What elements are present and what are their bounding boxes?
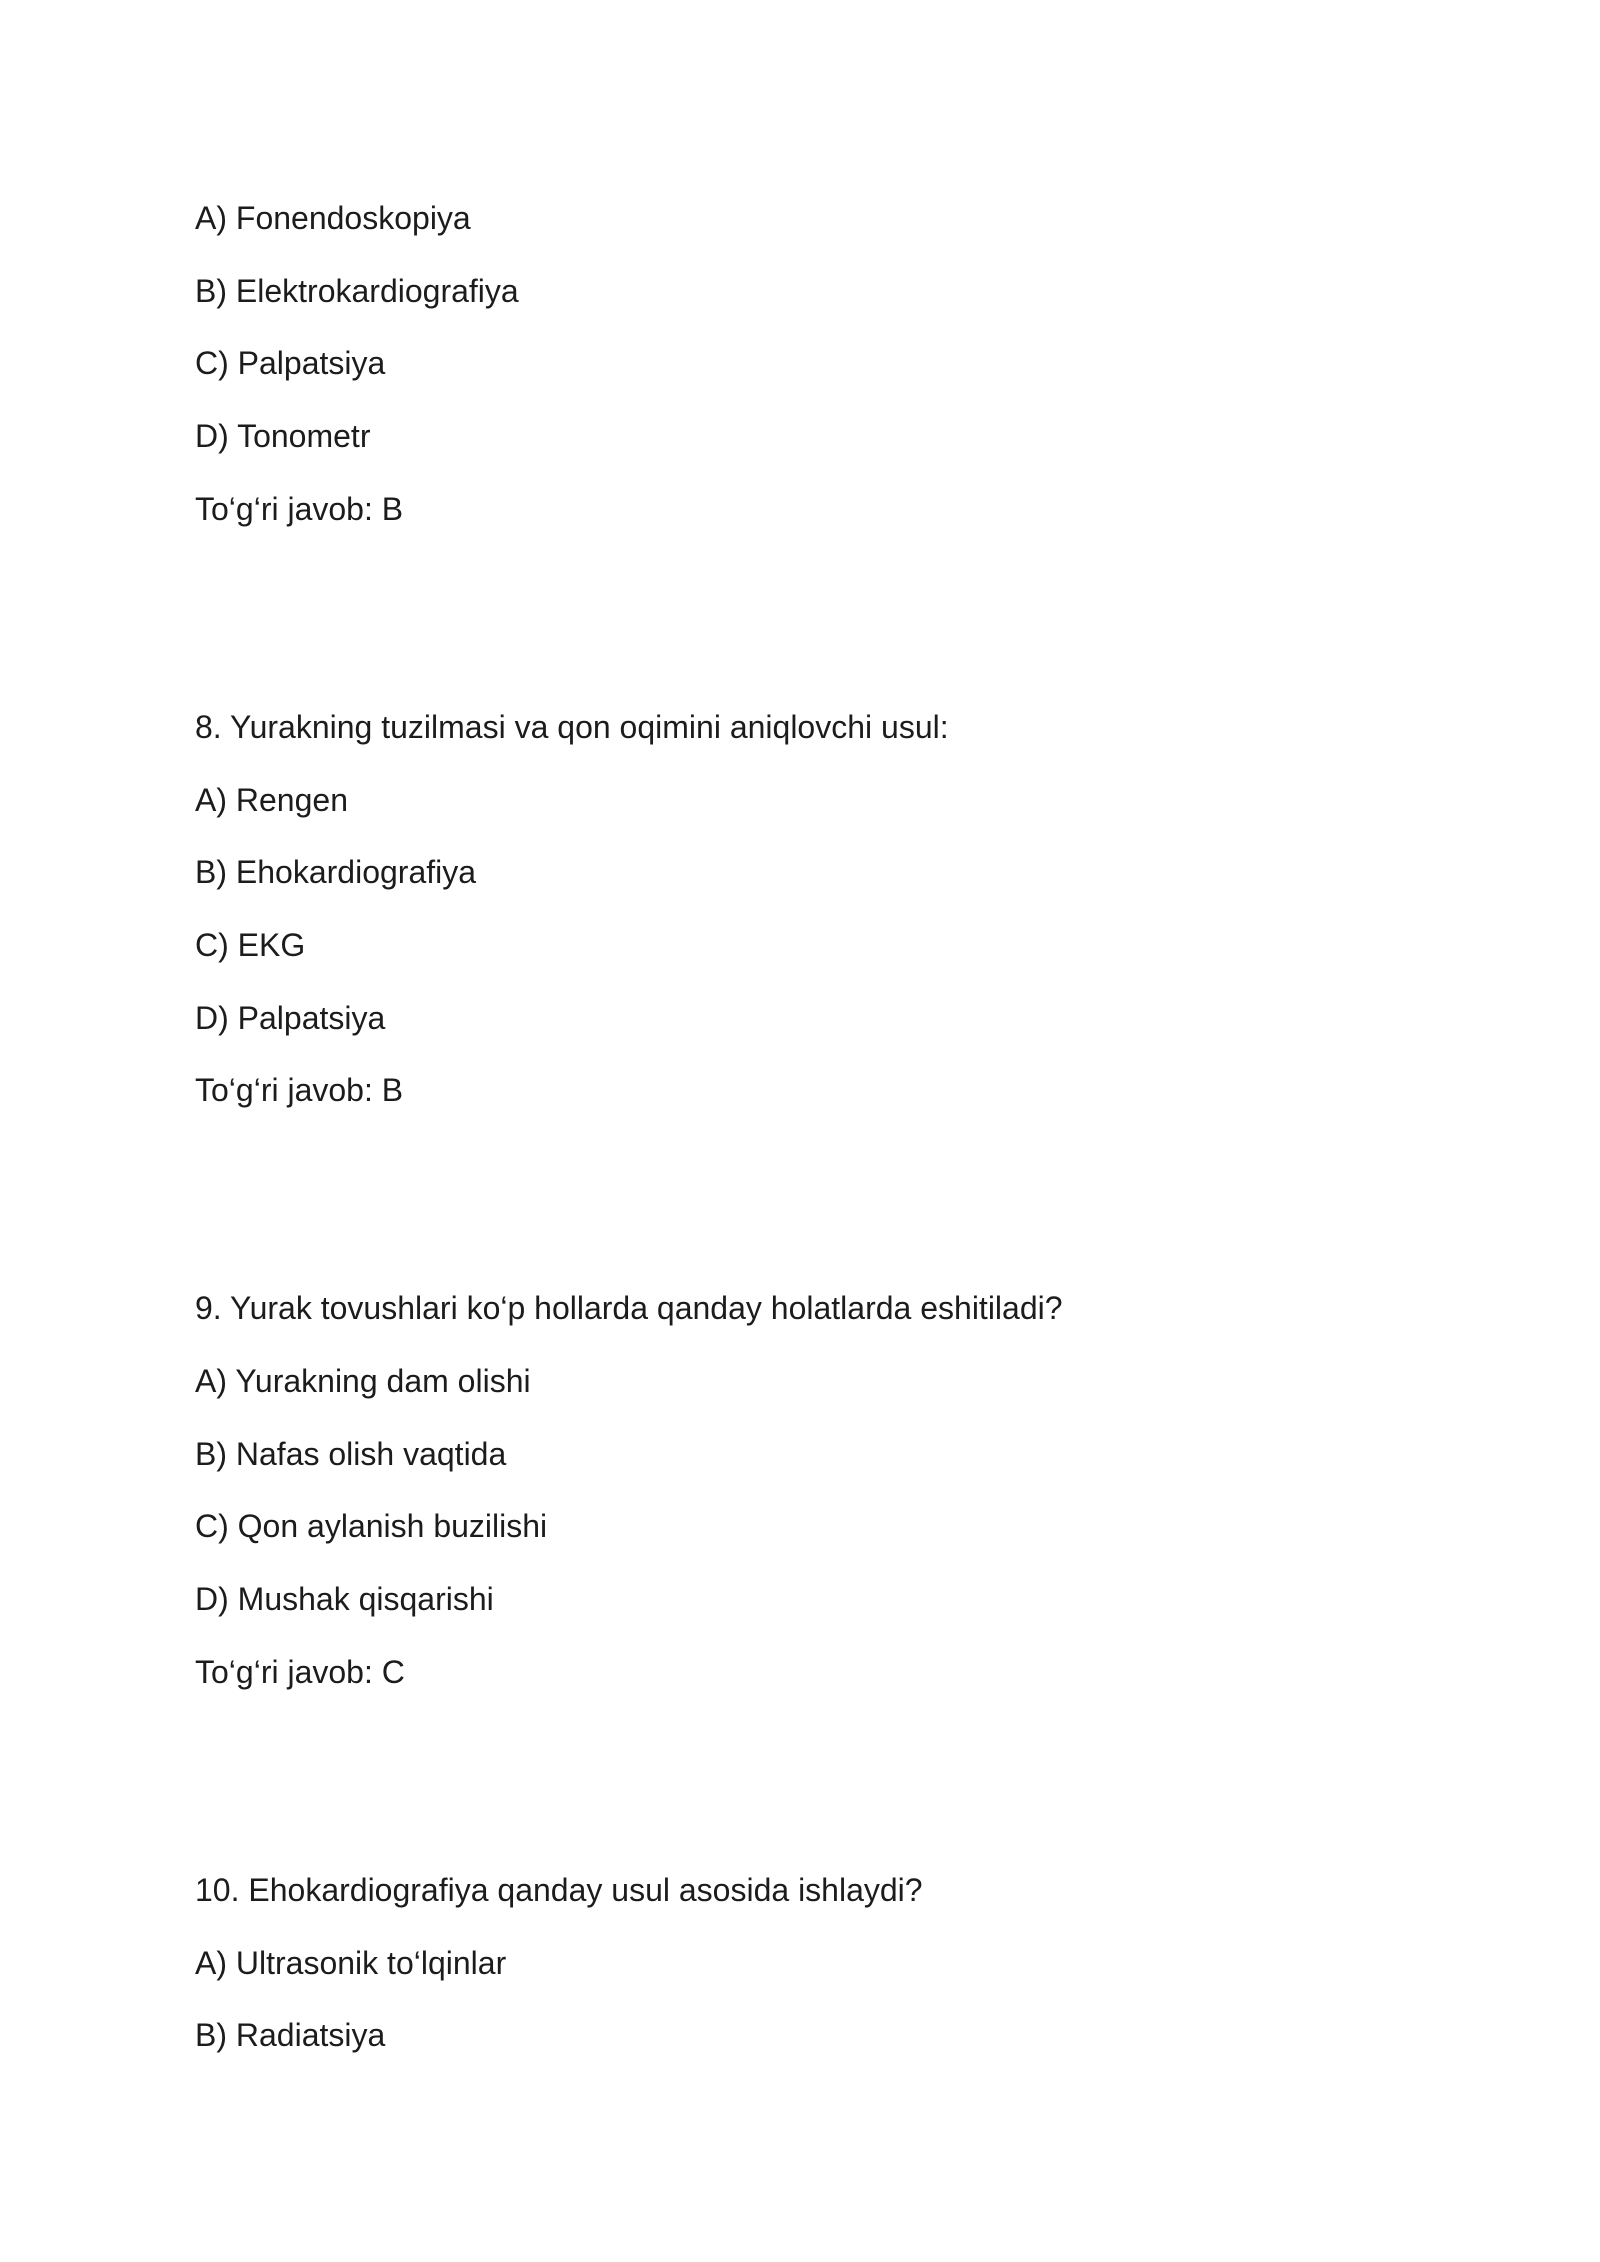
option-d: D) Palpatsiya [195,999,386,1036]
question-block-8 [195,691,1600,1127]
option-a: A) Ultrasonik to‘lqinlar [195,1944,507,1981]
correct-answer: To‘g‘ri javob: B [195,490,404,527]
option-a: A) Yurakning dam olishi [195,1363,531,1400]
question-text: 8. Yurakning tuzilmasi va qon oqimini aniqlovchi usul: [195,708,949,745]
question-text: 10. Ehokardiografiya qanday usul asosida ishlaydi? [195,1871,923,1908]
question-text: 9. Yurak tovushlari ko‘p hollarda qanday holatlarda eshitiladi? [195,1290,1063,1327]
question-block-10 [195,1854,1600,2072]
option-b: B) Elektrokardiografiya [195,272,519,309]
option-b: B) Radiatsiya [195,2017,386,2054]
option-b: B) Ehokardiografiya [195,854,477,891]
correct-answer: To‘g‘ri javob: B [195,1072,404,1109]
question-block-9 [195,1272,1600,1708]
option-a: A) Fonendoskopiya [195,200,471,236]
option-c: C) Qon aylanish buzilishi [195,1508,548,1545]
option-d: D) Mushak qisqarishi [195,1581,494,1618]
option-a: A) Rengen [195,781,348,818]
option-c: C) EKG [195,926,306,963]
question-block-7-continued [195,182,1600,545]
correct-answer: To‘g‘ri javob: C [195,1653,405,1690]
option-b: B) Nafas olish vaqtida [195,1435,507,1472]
option-d: D) Tonometr [195,418,371,455]
option-c: C) Palpatsiya [195,345,386,382]
